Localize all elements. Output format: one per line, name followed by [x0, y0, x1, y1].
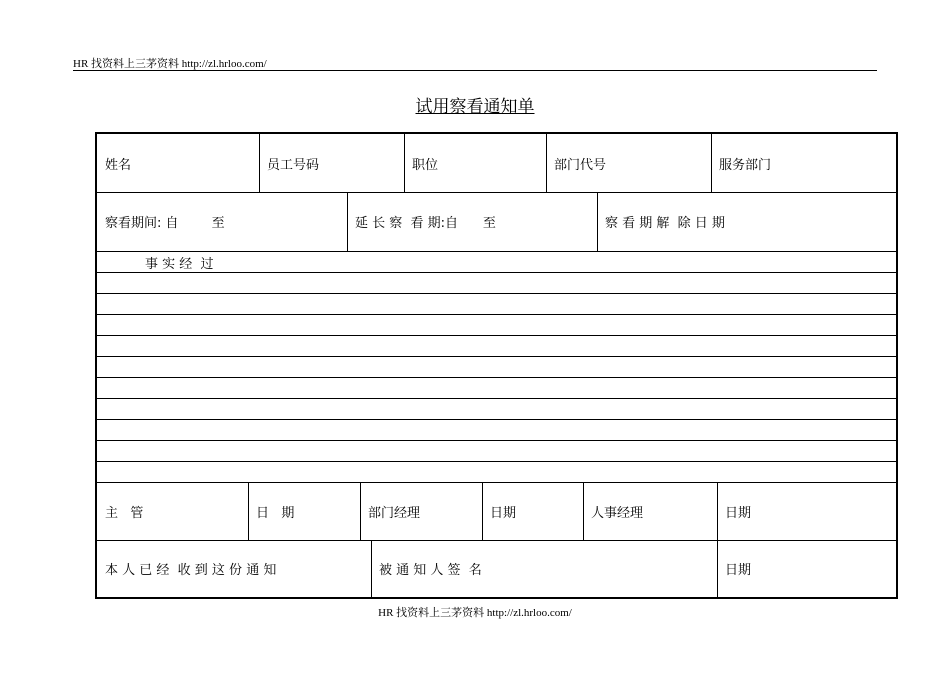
ruled-line[interactable]: [97, 419, 896, 420]
acknowledgement-field[interactable]: 本 人 已 经 收 到 这 份 通 知: [105, 563, 277, 578]
probation-period-field[interactable]: 察看期间: 自 至: [105, 216, 225, 231]
employee-signature-field[interactable]: 被 通 知 人 签 名: [379, 563, 482, 578]
employee-id-field[interactable]: 员工号码: [267, 157, 320, 173]
extended-period-field[interactable]: 延 长 察 看 期:自 至: [355, 216, 496, 231]
supervisor-date-field[interactable]: 日 期: [256, 505, 295, 521]
ruled-line[interactable]: [97, 377, 896, 378]
header-rule: [73, 70, 877, 71]
acknowledgement-date-field[interactable]: 日期: [725, 563, 752, 578]
service-dept-field[interactable]: 服务部门: [719, 157, 772, 173]
form-title: 试用察看通知单: [415, 97, 535, 117]
ruled-line[interactable]: [97, 440, 896, 441]
supervisor-field[interactable]: 主 管: [105, 505, 144, 521]
ruled-line[interactable]: [97, 272, 896, 273]
hr-manager-field[interactable]: 人事经理: [591, 505, 644, 521]
ruled-line[interactable]: [97, 314, 896, 315]
name-field[interactable]: 姓名: [105, 157, 132, 173]
dept-code-field[interactable]: 部门代号: [554, 157, 607, 173]
page-header: HR 找资料上三茅资料 http://zl.hrloo.com/: [73, 58, 267, 70]
cancel-date-field[interactable]: 察 看 期 解 除 日 期: [605, 216, 725, 231]
ruled-line[interactable]: [97, 293, 896, 294]
ruled-line[interactable]: [97, 356, 896, 357]
dept-manager-field[interactable]: 部门经理: [368, 505, 421, 521]
ruled-line[interactable]: [97, 335, 896, 336]
notice-form: [95, 132, 898, 599]
ruled-line[interactable]: [97, 398, 896, 399]
facts-label: 事 实 经 过: [145, 256, 214, 272]
page-footer: HR 找资料上三茅资料 http://zl.hrloo.com/: [378, 607, 572, 619]
dept-manager-date-field[interactable]: 日期: [490, 505, 517, 521]
position-field[interactable]: 职位: [412, 157, 439, 173]
hr-manager-date-field[interactable]: 日期: [725, 505, 752, 521]
ruled-line[interactable]: [97, 461, 896, 462]
